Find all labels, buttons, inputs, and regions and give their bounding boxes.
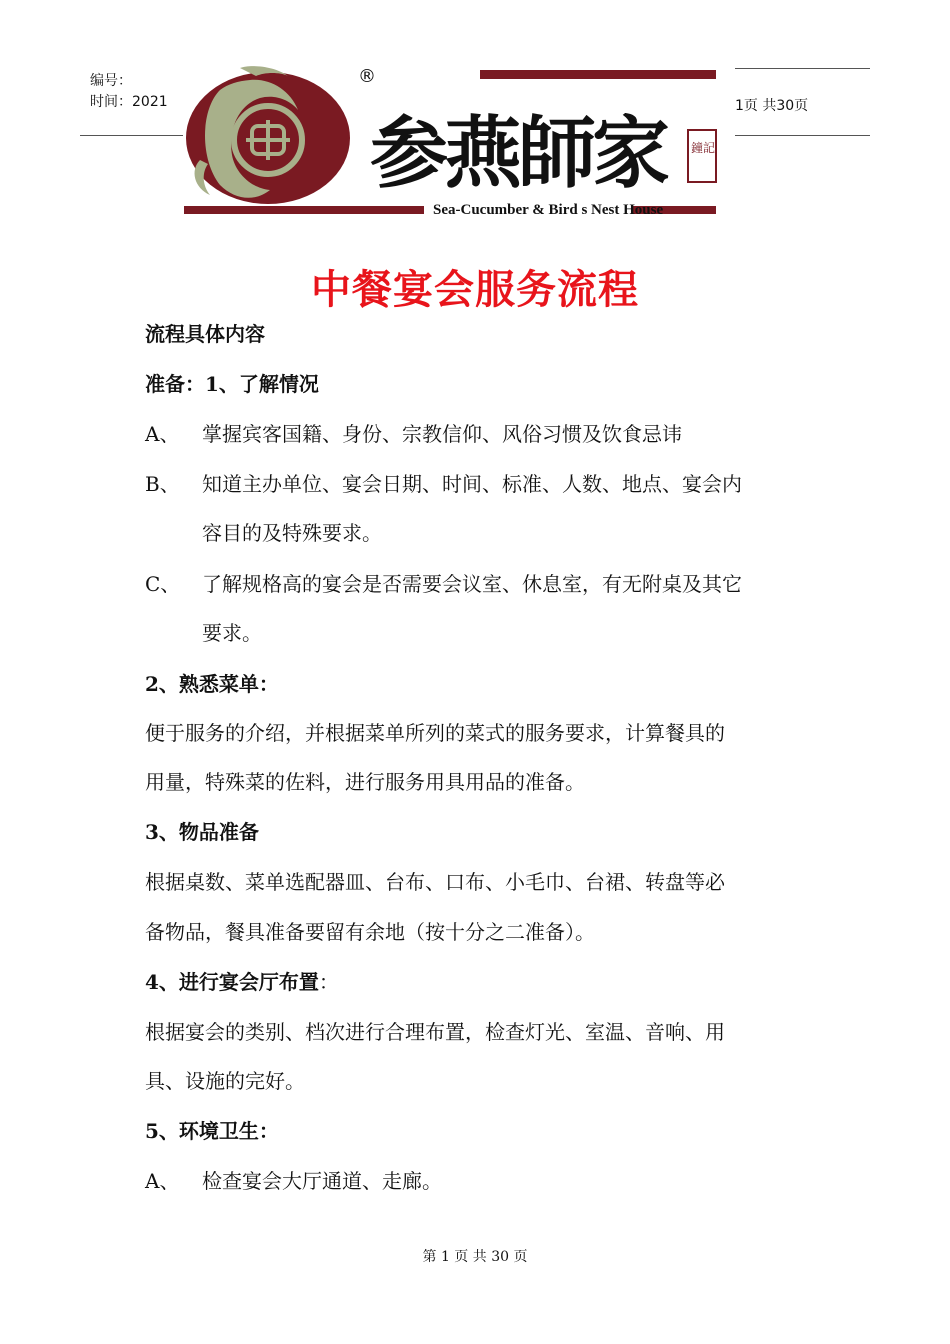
prep-heading: 准备：1、了解情况 bbox=[145, 372, 319, 396]
logo-bottom-bar-left bbox=[184, 206, 424, 214]
section-3-heading: 3、物品准备 bbox=[145, 820, 259, 844]
seal-text: 鐘記 bbox=[691, 141, 716, 155]
page-footer: 第 1 页 共 30 页 bbox=[422, 1249, 528, 1265]
brand-logo bbox=[180, 60, 720, 220]
header-rule-right bbox=[735, 135, 870, 136]
section-4-line-2: 具、设施的完好。 bbox=[145, 1069, 305, 1093]
section-2-line-1: 便于服务的介绍，并根据菜单所列的菜式的服务要求，计算餐具的 bbox=[145, 721, 725, 745]
header-rule-top-right bbox=[735, 68, 870, 69]
prep-item-a-label: A、 bbox=[145, 422, 180, 446]
registered-mark: ® bbox=[358, 66, 376, 87]
prep-item-c-text-1: 了解规格高的宴会是否需要会议室、休息室，有无附桌及其它 bbox=[202, 572, 742, 596]
section-4-heading-row bbox=[145, 968, 339, 996]
header-rule-left bbox=[80, 135, 183, 136]
section-5-item-a-label: A、 bbox=[145, 1169, 180, 1193]
header-page-info: 1页 共30页 bbox=[735, 98, 809, 114]
section-heading: 流程具体内容 bbox=[145, 322, 265, 346]
prep-item-c-label: C、 bbox=[145, 572, 181, 596]
section-4-colon: ： bbox=[318, 970, 339, 994]
seal-stamp bbox=[688, 130, 716, 182]
document-code-label: 编号： bbox=[90, 73, 132, 89]
brand-name-chinese: 参燕師家 bbox=[370, 108, 667, 199]
section-3-line-1: 根据桌数、菜单选配器皿、台布、口布、小毛巾、台裙、转盘等必 bbox=[145, 870, 725, 894]
prep-item-b-text-2: 容目的及特殊要求。 bbox=[202, 521, 382, 545]
section-4-heading: 4、进行宴会厅布置 bbox=[145, 970, 319, 994]
prep-item-c-text-2: 要求。 bbox=[202, 621, 262, 645]
prep-item-b-label: B、 bbox=[145, 472, 180, 496]
section-2-line-2: 用量，特殊菜的佐料，进行服务用具用品的准备。 bbox=[145, 770, 585, 794]
prep-item-b-text-1: 知道主办单位、宴会日期、时间、标准、人数、地点、宴会内 bbox=[202, 472, 742, 496]
brand-name-english: Sea-Cucumber & Bird s Nest House bbox=[433, 202, 664, 218]
logo-top-bar bbox=[480, 70, 716, 79]
document-title: 中餐宴会服务流程 bbox=[311, 267, 639, 313]
section-5-heading: 5、环境卫生： bbox=[145, 1119, 279, 1143]
prep-item-a-text: 掌握宾客国籍、身份、宗教信仰、风俗习惯及饮食忌讳 bbox=[202, 422, 682, 446]
section-4-line-1: 根据宴会的类别、档次进行合理布置，检查灯光、室温、音响、用 bbox=[145, 1020, 725, 1044]
section-3-line-2: 备物品，餐具准备要留有余地（按十分之二准备）。 bbox=[145, 920, 595, 944]
document-time-label: 时间：2021 bbox=[90, 94, 168, 110]
section-2-heading: 2、熟悉菜单： bbox=[145, 672, 279, 696]
section-5-item-a-text: 检查宴会大厅通道、走廊。 bbox=[202, 1169, 442, 1193]
